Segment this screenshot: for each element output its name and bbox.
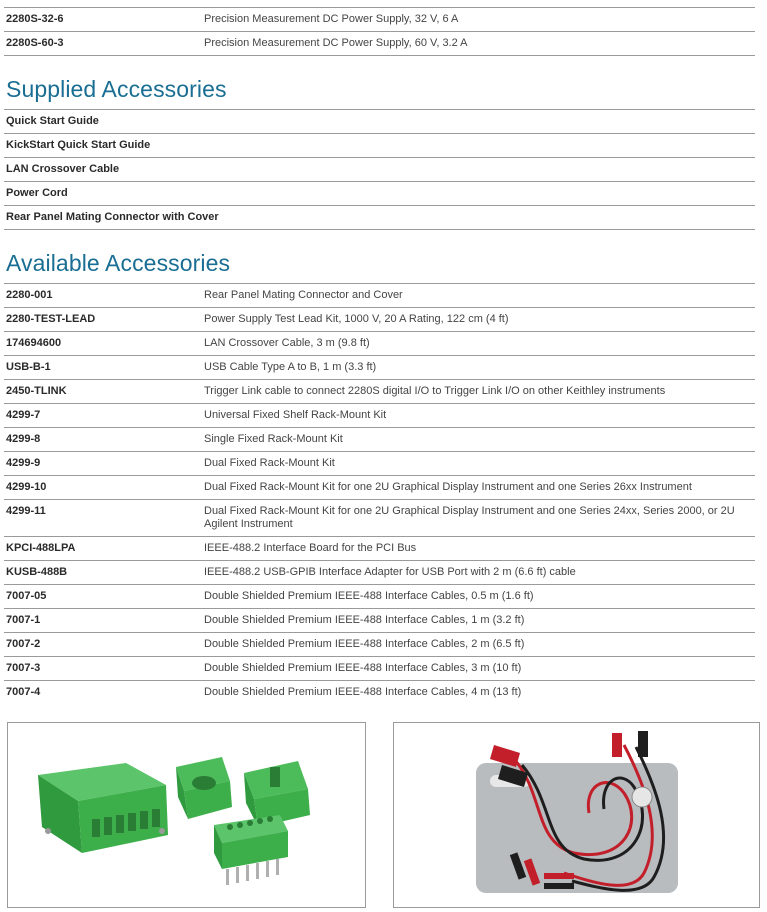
accessory-description: IEEE-488.2 USB-GPIB Interface Adapter for USB Port with 2 m (6.6 ft) cable [202, 561, 755, 585]
model-code: 2280S-32-6 [4, 8, 202, 32]
table-row [4, 657, 755, 681]
supplied-accessories-heading: Supplied Accessories [6, 76, 227, 102]
accessory-description: Single Fixed Rack-Mount Kit [202, 428, 755, 452]
accessory-description: Rear Panel Mating Connector and Cover [202, 284, 755, 308]
table-row [4, 428, 755, 452]
available-accessories-table [4, 283, 755, 704]
accessory-description: Dual Fixed Rack-Mount Kit for one 2U Graphical Display Instrument and one Series 24xx, Series 2000, or 2U Agilent Instrument [202, 500, 755, 537]
accessory-description: Dual Fixed Rack-Mount Kit for one 2U Graphical Display Instrument and one Series 26xx Instrument [202, 476, 755, 500]
accessory-code: 4299-11 [4, 500, 202, 537]
table-row [4, 452, 755, 476]
connector-cover-icon [176, 757, 310, 827]
table-row [4, 609, 755, 633]
table-row [4, 561, 755, 585]
table-row [4, 284, 755, 308]
list-item [4, 158, 755, 182]
supplied-item: KickStart Quick Start Guide [4, 134, 755, 158]
accessory-code: 2280-TEST-LEAD [4, 308, 202, 332]
list-item [4, 206, 755, 230]
accessory-code: 7007-05 [4, 585, 202, 609]
supplied-accessories-table [4, 109, 755, 230]
accessory-description: Universal Fixed Shelf Rack-Mount Kit [202, 404, 755, 428]
accessory-code: 2450-TLINK [4, 380, 202, 404]
accessory-code: KUSB-488B [4, 561, 202, 585]
accessory-code: 4299-7 [4, 404, 202, 428]
accessory-code: 4299-8 [4, 428, 202, 452]
accessory-description: Trigger Link cable to connect 2280S digital I/O to Trigger Link I/O on other Keithley instruments [202, 380, 755, 404]
model-description: Precision Measurement DC Power Supply, 60 V, 3.2 A [202, 32, 755, 56]
table-row [4, 8, 755, 32]
accessory-code: 7007-2 [4, 633, 202, 657]
accessory-description: IEEE-488.2 Interface Board for the PCI Bus [202, 537, 755, 561]
accessory-description: Double Shielded Premium IEEE-488 Interface Cables, 0.5 m (1.6 ft) [202, 585, 755, 609]
accessory-code: 4299-9 [4, 452, 202, 476]
accessory-description: USB Cable Type A to B, 1 m (3.3 ft) [202, 356, 755, 380]
supplied-item: Quick Start Guide [4, 110, 755, 134]
table-row [4, 681, 755, 705]
accessory-description: LAN Crossover Cable, 3 m (9.8 ft) [202, 332, 755, 356]
table-row [4, 500, 755, 537]
model-description: Precision Measurement DC Power Supply, 32 V, 6 A [202, 8, 755, 32]
model-code: 2280S-60-3 [4, 32, 202, 56]
supplied-item: LAN Crossover Cable [4, 158, 755, 182]
accessory-code: KPCI-488LPA [4, 537, 202, 561]
assembled-connector-icon [38, 763, 168, 853]
accessory-description: Double Shielded Premium IEEE-488 Interface Cables, 1 m (3.2 ft) [202, 609, 755, 633]
test-lead-photo-frame [393, 722, 760, 908]
accessory-code: USB-B-1 [4, 356, 202, 380]
table-row [4, 32, 755, 56]
list-item [4, 182, 755, 206]
available-accessories-heading: Available Accessories [6, 250, 231, 276]
table-row [4, 585, 755, 609]
accessory-description: Dual Fixed Rack-Mount Kit [202, 452, 755, 476]
test-lead-kit-photo [394, 723, 759, 907]
supplied-item: Power Cord [4, 182, 755, 206]
list-item [4, 134, 755, 158]
accessory-code: 7007-4 [6, 686, 41, 698]
accessory-description: Double Shielded Premium IEEE-488 Interface Cables, 3 m (10 ft) [202, 657, 755, 681]
supplied-item: Rear Panel Mating Connector with Cover [4, 206, 755, 230]
accessory-code: 174694600 [4, 332, 202, 356]
table-row [4, 633, 755, 657]
table-row [4, 332, 755, 356]
accessory-code: 7007-3 [4, 657, 202, 681]
accessory-description: Double Shielded Premium IEEE-488 Interface Cables, 4 m (13 ft) [204, 686, 522, 698]
list-item [4, 110, 755, 134]
terminal-plug-icon [214, 815, 288, 885]
connector-photo-frame [7, 722, 366, 908]
accessory-description: Double Shielded Premium IEEE-488 Interface Cables, 2 m (6.5 ft) [202, 633, 755, 657]
green-connector-photo [8, 723, 365, 907]
accessory-code: 7007-1 [4, 609, 202, 633]
table-row [4, 476, 755, 500]
table-row [4, 308, 755, 332]
table-row [4, 380, 755, 404]
table-row [4, 537, 755, 561]
model-table [4, 7, 755, 56]
table-row [4, 356, 755, 380]
accessory-code: 4299-10 [4, 476, 202, 500]
accessory-description: Power Supply Test Lead Kit, 1000 V, 20 A Rating, 122 cm (4 ft) [202, 308, 755, 332]
accessory-code: 2280-001 [4, 284, 202, 308]
table-row [4, 404, 755, 428]
